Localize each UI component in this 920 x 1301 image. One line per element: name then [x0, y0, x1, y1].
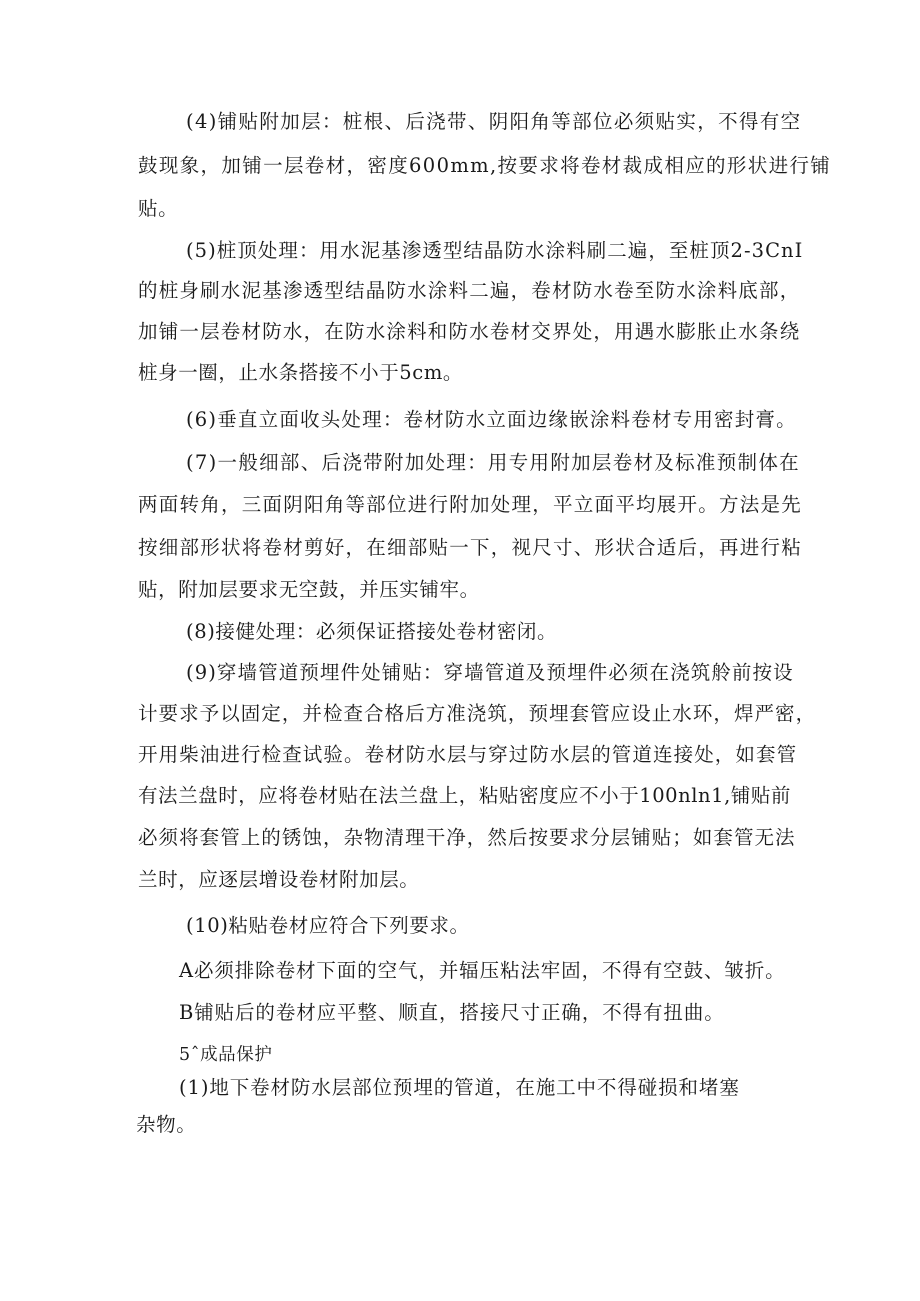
paragraph-4-line-1: (4)铺贴附加层：桩根、后浇带、阴阳角等部位必须贴实，不得有空: [186, 110, 802, 133]
paragraph-7-line-3: 按细部形状将卷材剪好，在细部贴一下，视尺寸、形状合适后，再进行粘: [138, 536, 803, 559]
paragraph-9-line-1: (9)穿墙管道预埋件处铺贴：穿墙管道及预埋件必须在浇筑舲前按设: [186, 661, 794, 684]
paragraph-5-line-2: 的桩身刷水泥基渗透型结晶防水涂料二遍，卷材防水卷至防水涂料底部，: [138, 279, 801, 302]
paragraph-9-line-3: 开用柴油进行检查试验。卷材防水层与穿过防水层的管道连接处，如套管: [138, 743, 798, 766]
paragraph-10-line-1: (10)粘贴卷材应符合下列要求。: [186, 914, 470, 937]
section-5-paragraph-1-line-1: (1)地下卷材防水层部位预埋的管道，在施工中不得碰损和堵塞: [179, 1076, 740, 1099]
paragraph-9-line-6: 兰时，应逐层增设卷材附加层。: [138, 868, 420, 891]
section-5-heading: 5ˆ成品保护: [179, 1045, 273, 1065]
item-b: B铺贴后的卷材应平整、顺直，搭接尺寸正确，不得有扭曲。: [179, 1001, 725, 1024]
paragraph-8-line-1: (8)接健处理：必须保证搭接处卷材密闭。: [186, 620, 558, 643]
paragraph-7-line-1: (7)一般细部、后浇带附加处理：用专用附加层卷材及标准预制体在: [186, 451, 800, 474]
paragraph-7-line-2: 两面转角，三面阴阳角等部位进行附加处理，平立面平均展开。方法是先: [138, 493, 803, 516]
paragraph-9-line-4: 有法兰盘时，应将卷材贴在法兰盘上，粘贴密度应不小于100nln1,铺贴前: [138, 784, 791, 807]
paragraph-7-line-4: 贴，附加层要求无空鼓，并压实铺牢。: [138, 578, 480, 601]
paragraph-6-line-1: (6)垂直立面收头处理：卷材防水立面边缘嵌涂料卷材专用密封膏。: [186, 408, 797, 431]
item-a: A必须排除卷材下面的空气，并辐压粘法牢固，不得有空鼓、皱折。: [179, 959, 786, 982]
paragraph-4-line-3: 贴。: [138, 197, 179, 220]
paragraph-9-line-2: 计要求予以固定，并检查合格后方准浇筑，预埋套管应设止水环，焊严密，: [138, 702, 817, 725]
paragraph-4-line-2: 鼓现象，加铺一层卷材，密度600mm,按要求将卷材裁成相应的形状进行铺: [138, 154, 832, 177]
paragraph-9-line-5: 必须将套管上的锈蚀，杂物清理干净，然后按要求分层铺贴；如套管无法: [138, 826, 796, 849]
section-5-paragraph-1-line-2: 杂物。: [136, 1113, 197, 1136]
paragraph-5-line-4: 桩身一圈，止水条搭接不小于5cm。: [138, 361, 464, 384]
paragraph-5-line-3: 加铺一层卷材防水，在防水涂料和防水卷材交界处，用遇水膨胀止水条绕: [138, 320, 801, 343]
paragraph-5-line-1: (5)桩顶处理：用水泥基渗透型结晶防水涂料刷二遍，至桩顶2-3CnI: [186, 239, 804, 262]
